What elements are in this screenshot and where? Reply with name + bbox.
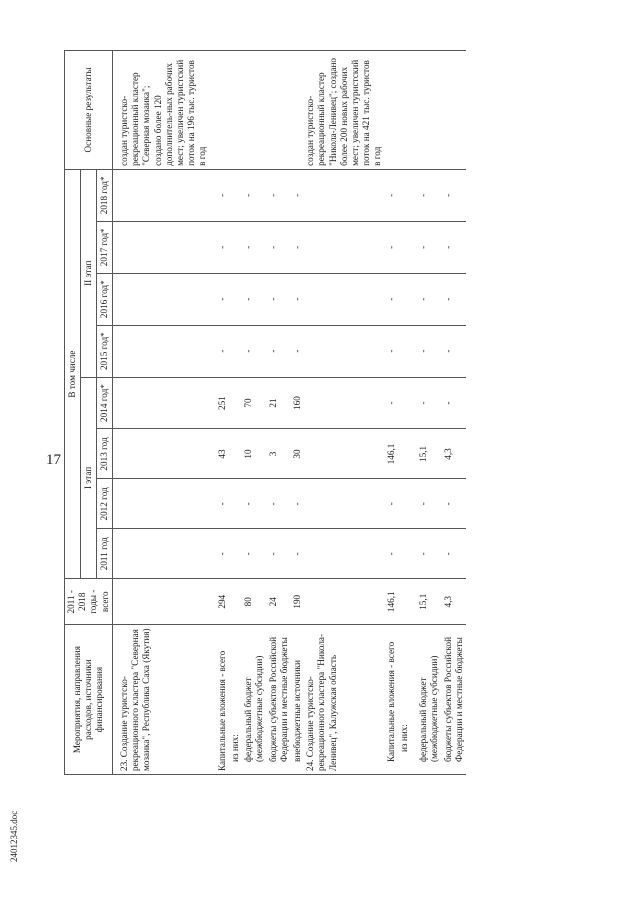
header-measures: Мероприятия, направления расходов, источники финансирования [65, 625, 113, 775]
table-row [216, 51, 229, 775]
row-label: Капитальные вложения - всего [216, 625, 229, 775]
cell-value: - [216, 479, 229, 529]
cell-value: 15,1 [417, 429, 441, 479]
header-year: 2014 год* [96, 377, 112, 429]
row-label: внебюджетные источники [291, 625, 304, 775]
row-label: федеральный бюджет (межбюджетные субсидии) [242, 625, 266, 775]
row-label: из них: [229, 625, 242, 775]
cell-value: - [385, 325, 398, 377]
cell-value: 146,1 [385, 429, 398, 479]
cell-total: 24 [267, 579, 291, 625]
cell-value: - [385, 377, 398, 429]
cell-value: - [291, 169, 304, 221]
cell-value: - [385, 529, 398, 579]
cell-value: 3 [267, 429, 291, 479]
table-row [291, 51, 304, 775]
header-stage-1: I этап [80, 377, 96, 579]
cell-value: - [216, 325, 229, 377]
cell-value: - [385, 169, 398, 221]
header-year: 2017 год* [96, 221, 112, 273]
cell-value: - [417, 529, 441, 579]
row-label: бюджеты субъектов Российской Федерации и местные бюджеты [267, 625, 291, 775]
row-result: создан туристско-рекреационный кластер "Никола-Ленивец"; создано более 200 новых рабочих мест; увеличен туристский поток на 421 тыс. туристов в год [304, 51, 385, 170]
cell-value: 43 [216, 429, 229, 479]
cell-value: - [442, 273, 466, 325]
row-label: 23. Создание туристско-рекреационного кластера "Северная мозаика", Республика Саха (Якутия) [112, 625, 209, 775]
cell-value: 4,3 [442, 429, 466, 479]
cell-value: - [216, 221, 229, 273]
cell-value: - [417, 479, 441, 529]
cell-value: - [291, 479, 304, 529]
cell-value: - [417, 273, 441, 325]
cell-value: - [267, 221, 291, 273]
cell-total: 294 [216, 579, 229, 625]
cell-value: - [442, 479, 466, 529]
cell-value: - [417, 377, 441, 429]
budget-table [64, 50, 466, 775]
table-row [417, 51, 441, 775]
cell-value: - [442, 325, 466, 377]
cell-total: 146,1 [385, 579, 398, 625]
cell-value: - [442, 221, 466, 273]
header-results: Основные результаты [65, 51, 113, 170]
table-row [267, 51, 291, 775]
table-row [229, 51, 242, 775]
cell-value: - [417, 221, 441, 273]
table-row [385, 51, 398, 775]
cell-value: 70 [242, 377, 266, 429]
cell-value: 251 [216, 377, 229, 429]
cell-value: - [216, 273, 229, 325]
cell-total: 80 [242, 579, 266, 625]
row-label: федеральный бюджет (межбюджетные субсидии) [417, 625, 441, 775]
header-year: 2015 год* [96, 325, 112, 377]
cell-value: - [267, 273, 291, 325]
row-label: из них: [398, 625, 411, 775]
cell-value: - [417, 169, 441, 221]
table-row [242, 51, 266, 775]
table-row [112, 51, 209, 775]
header-year: 2011 год [96, 529, 112, 579]
cell-value: - [442, 377, 466, 429]
cell-total: 190 [291, 579, 304, 625]
header-incl: В том числе [65, 169, 81, 578]
cell-value: - [267, 325, 291, 377]
header-total: 2011 - 2018 годы - всего [65, 579, 113, 625]
header-year: 2012 год [96, 479, 112, 529]
cell-value: - [242, 479, 266, 529]
table-row [398, 51, 411, 775]
cell-value: 21 [267, 377, 291, 429]
row-label: бюджеты субъектов Российской Федерации и местные бюджеты [442, 625, 466, 775]
cell-value: - [242, 169, 266, 221]
row-result: создан туристско-рекреационный кластер "Северная мозаика"; создано более 120 дополнитель-ных рабочих мест; увеличен туристский поток на 196 тыс. туристов в год [112, 51, 209, 170]
footer-filename: 24012345.doc [9, 810, 19, 862]
cell-value: - [267, 169, 291, 221]
cell-value: - [267, 479, 291, 529]
cell-value: - [267, 529, 291, 579]
row-label: 24. Создание туристско-рекреационного кластера "Никола-Ленивец", Калужская область [304, 625, 385, 775]
header-year: 2016 год* [96, 273, 112, 325]
cell-value: - [442, 169, 466, 221]
cell-value: 10 [242, 429, 266, 479]
cell-value: - [385, 273, 398, 325]
cell-value: 30 [291, 429, 304, 479]
cell-value: - [385, 479, 398, 529]
cell-value: - [291, 221, 304, 273]
page-number: 17 [46, 452, 61, 468]
cell-value: - [291, 273, 304, 325]
cell-value: - [242, 273, 266, 325]
cell-value: 160 [291, 377, 304, 429]
cell-total: 4,3 [442, 579, 466, 625]
cell-value: - [242, 529, 266, 579]
cell-value: - [385, 221, 398, 273]
cell-value: - [417, 325, 441, 377]
cell-value: - [442, 529, 466, 579]
table-row [442, 51, 466, 775]
header-year: 2018 год* [96, 169, 112, 221]
cell-value: - [242, 221, 266, 273]
cell-value: - [291, 325, 304, 377]
cell-value: - [216, 529, 229, 579]
header-year: 2013 год [96, 429, 112, 479]
cell-value: - [216, 169, 229, 221]
cell-total: 15,1 [417, 579, 441, 625]
row-label: Капитальные вложения - всего [385, 625, 398, 775]
cell-value: - [242, 325, 266, 377]
header-stage-2: II этап [80, 169, 96, 377]
cell-value: - [291, 529, 304, 579]
table-row [304, 51, 385, 775]
